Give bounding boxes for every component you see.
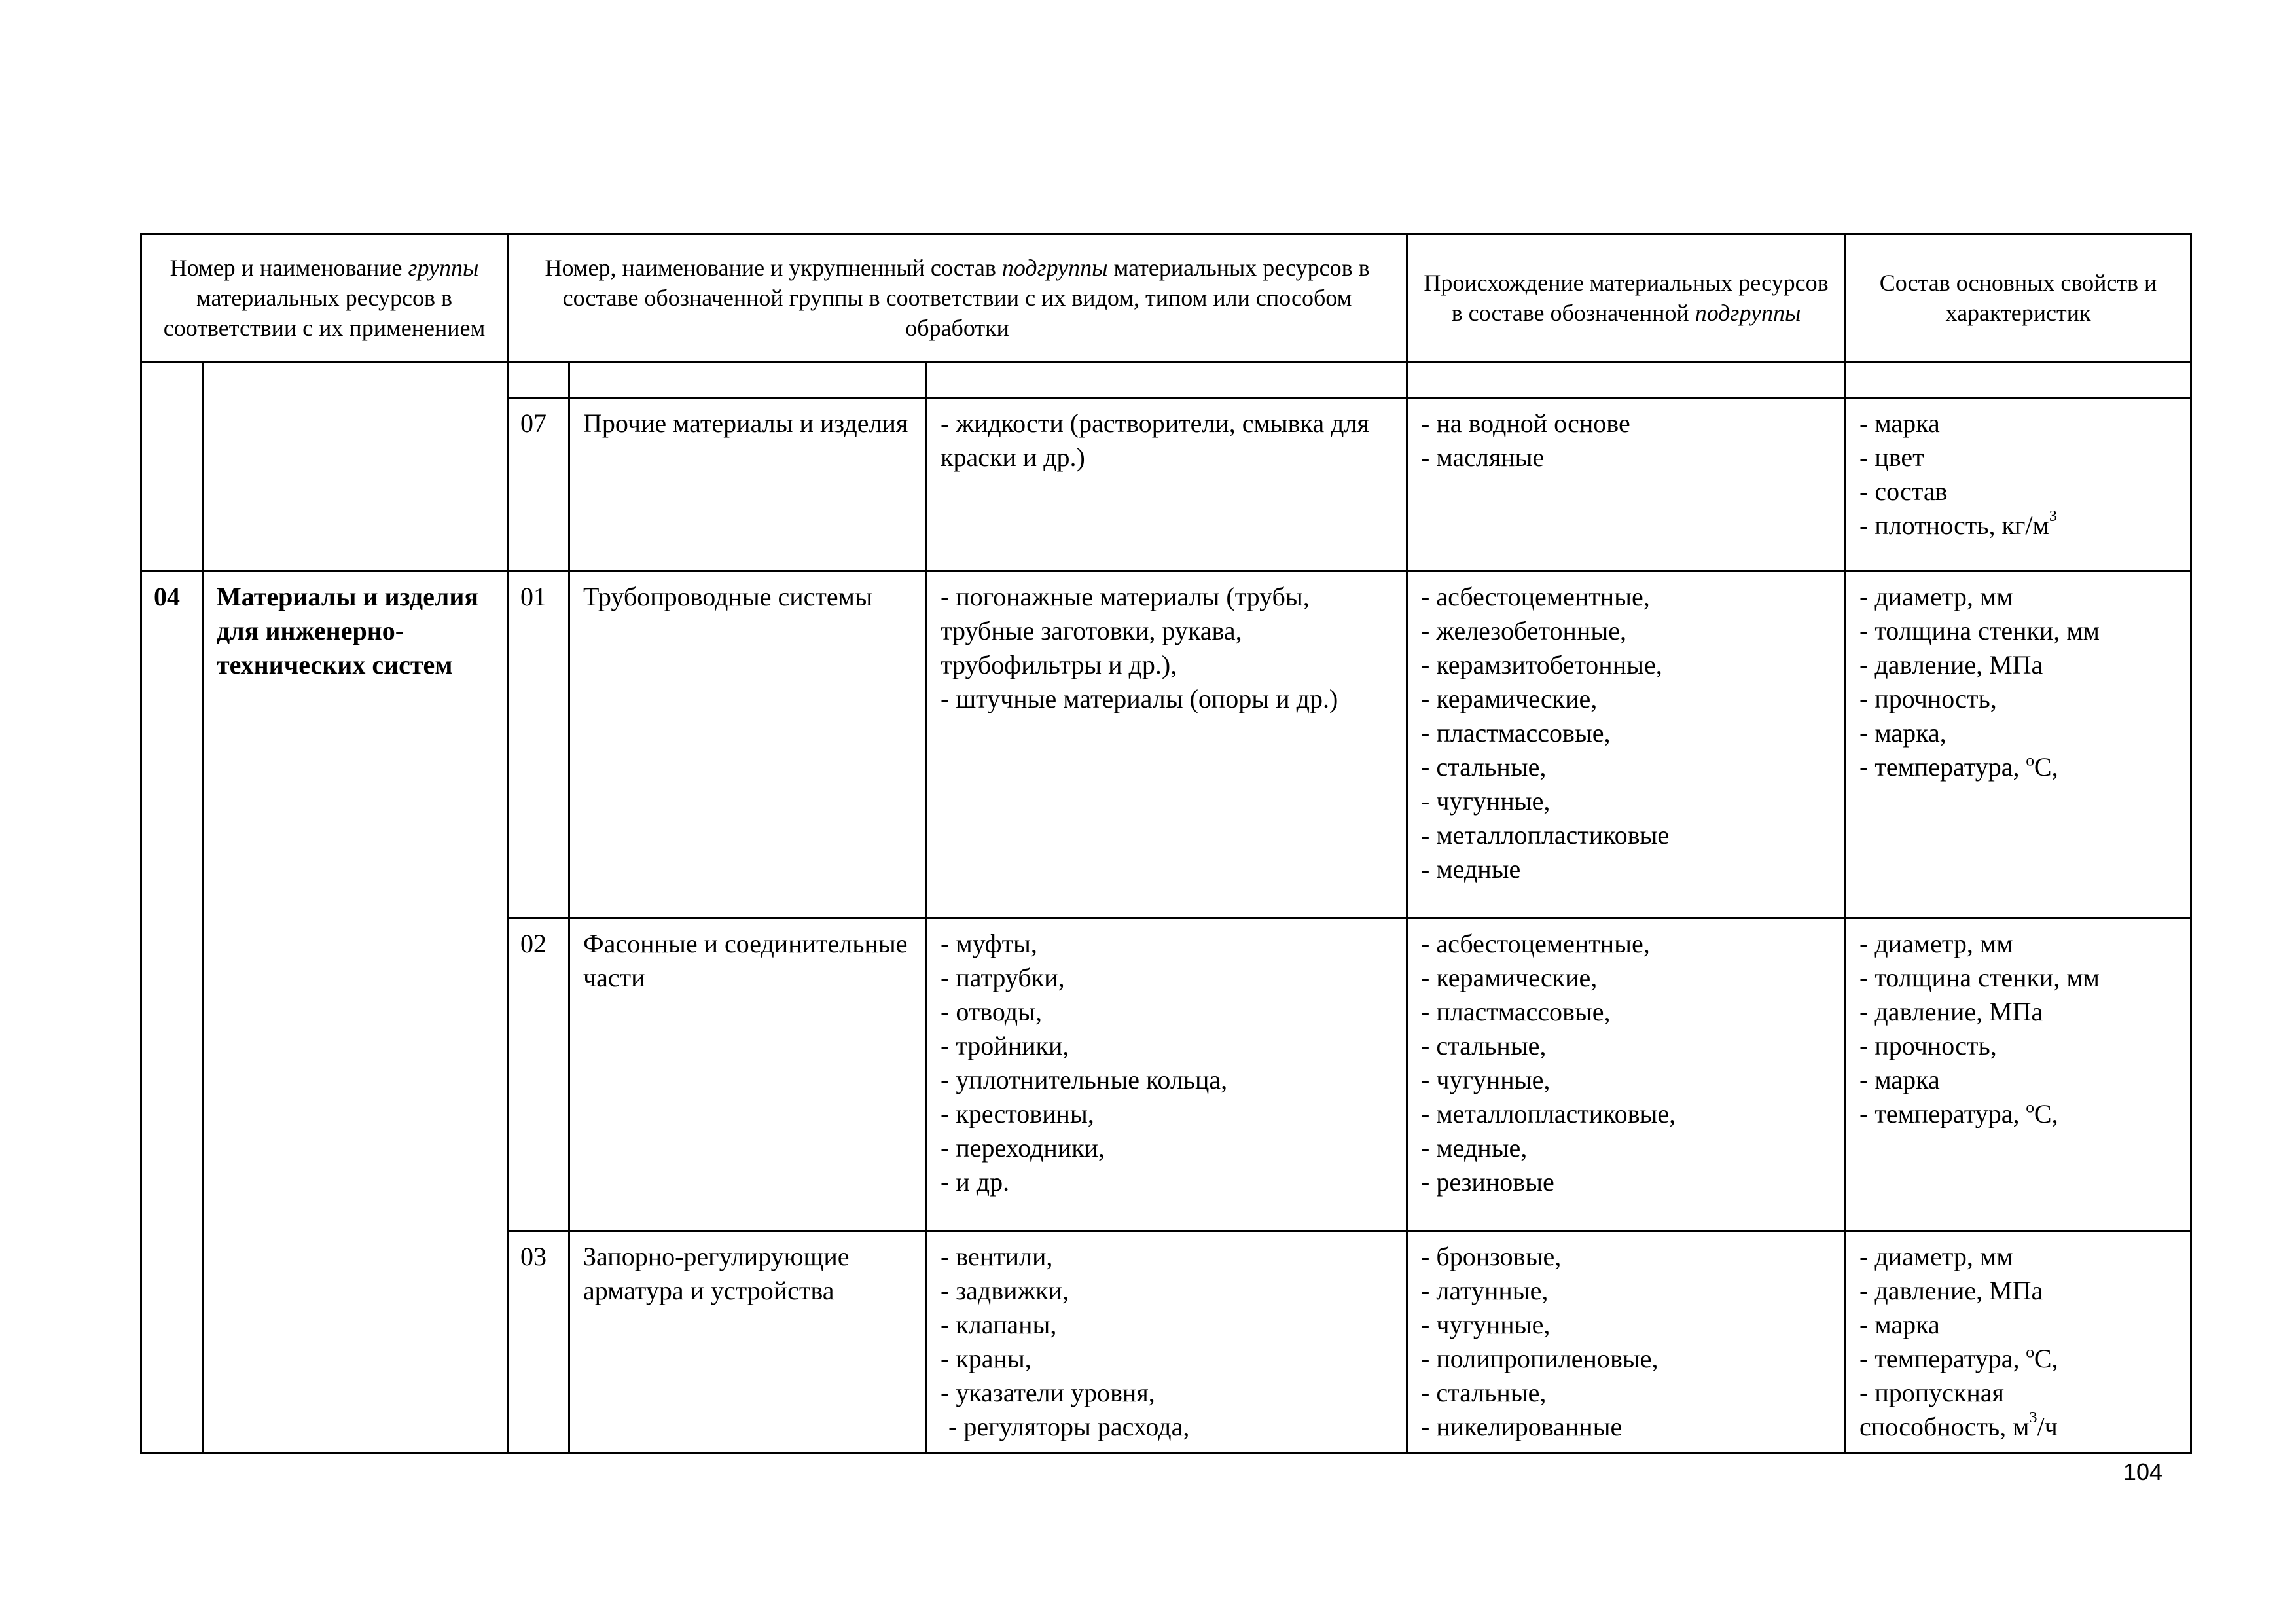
origin-item: - чугунные, (1421, 786, 1551, 816)
property-item: - марка (1859, 1065, 1940, 1094)
origin-item: - полипропиленовые, (1421, 1344, 1659, 1373)
subgroup-name: Прочие материалы и изделия (569, 398, 927, 571)
subgroup-composition (927, 1231, 1407, 1453)
subgroup-number: 03 (508, 1231, 569, 1453)
subgroup-origin (1407, 398, 1846, 571)
composition-item: - жидкости (растворители, смывка для краски и др.) (941, 408, 1369, 472)
materials-classification-table (140, 233, 2192, 1454)
subgroup-properties (1846, 1231, 2191, 1453)
property-item: - прочность, (1859, 1031, 1997, 1060)
origin-item: - резиновые (1421, 1167, 1554, 1197)
property-item: - диаметр, мм (1859, 1242, 2013, 1271)
property-item-capacity: способность, $м^3/ч$ (1859, 1409, 2058, 1441)
subgroup-origin (1407, 1231, 1846, 1453)
origin-item: - на водной основе (1421, 408, 1630, 438)
subgroup-name: Запорно-регулирующие арматура и устройства (569, 1231, 927, 1453)
subgroup-number: 01 (508, 571, 569, 918)
composition-item: - погонажные материалы (трубы, трубные заготовки, рукава, трубофильтры и др.), (941, 582, 1310, 679)
property-item: - диаметр, мм (1859, 582, 2013, 611)
origin-item: - медные, (1421, 1133, 1528, 1163)
origin-item: - чугунные, (1421, 1310, 1551, 1339)
composition-item: - клапаны, (941, 1310, 1057, 1339)
origin-item: - чугунные, (1421, 1065, 1551, 1094)
header-group-column: Номер и наименование группы материальных ресурсов в соответствии с их применением (141, 234, 508, 362)
composition-item: - муфты, (941, 929, 1037, 958)
property-item: - марка (1859, 1310, 1940, 1339)
origin-item: - асбестоцементные, (1421, 929, 1650, 958)
subgroup-number: 02 (508, 918, 569, 1231)
empty-cell (927, 362, 1407, 398)
subgroup-composition (927, 571, 1407, 918)
property-item: - прочность, (1859, 684, 1997, 713)
property-item: - состав (1859, 477, 1948, 506)
property-item: - температура, ºС, (1859, 1344, 2058, 1373)
property-item: - цвет (1859, 442, 1924, 472)
group-number: 04 (141, 571, 203, 1453)
subgroup-number: 07 (508, 398, 569, 571)
composition-item: - регуляторы расхода, (948, 1412, 1190, 1441)
origin-item: - асбестоцементные, (1421, 582, 1650, 611)
property-item: - температура, ºС, (1859, 1099, 2058, 1128)
composition-item: - задвижки, (941, 1276, 1069, 1305)
property-item: - толщина стенки, мм (1859, 616, 2100, 645)
composition-item: - уплотнительные кольца, (941, 1065, 1228, 1094)
subgroup-properties (1846, 398, 2191, 571)
property-item: - толщина стенки, мм (1859, 963, 2100, 992)
composition-item: - отводы, (941, 997, 1042, 1026)
origin-item: - латунные, (1421, 1276, 1549, 1305)
origin-item: - бронзовые, (1421, 1242, 1562, 1271)
property-item: - марка, (1859, 718, 1946, 748)
table-spacer-row (141, 362, 2191, 398)
table-row (141, 571, 2191, 918)
page-number: 104 (2123, 1458, 2162, 1485)
property-item: - давление, МПа (1859, 650, 2043, 679)
empty-cell (1407, 362, 1846, 398)
origin-item: - металлопластиковые, (1421, 1099, 1676, 1128)
header-origin-column: Происхождение материальных ресурсов в составе обозначенной подгруппы (1407, 234, 1846, 362)
origin-item: - керамические, (1421, 684, 1598, 713)
origin-item: - пластмассовые, (1421, 718, 1611, 748)
origin-item: - керамзитобетонные, (1421, 650, 1662, 679)
subgroup-origin (1407, 918, 1846, 1231)
origin-item: - металлопластиковые (1421, 820, 1670, 850)
composition-item: - переходники, (941, 1133, 1105, 1163)
header-subgroup-column: Номер, наименование и укрупненный состав подгруппы материальных ресурсов в составе обозначенной группы в соответствии с их видом, типом или способом обработки (508, 234, 1407, 362)
origin-item: - стальные, (1421, 1031, 1547, 1060)
property-item: - давление, МПа (1859, 1276, 2043, 1305)
origin-item: - стальные, (1421, 752, 1547, 782)
subgroup-properties (1846, 571, 2191, 918)
group-name: Материалы и изделия для инженерно-технических систем (203, 571, 508, 1453)
property-item: - давление, МПа (1859, 997, 2043, 1026)
origin-item: - масляные (1421, 442, 1545, 472)
subgroup-name: Фасонные и соединительные части (569, 918, 927, 1231)
origin-item: - железобетонные, (1421, 616, 1626, 645)
subgroup-properties (1846, 918, 2191, 1231)
composition-item: - тройники, (941, 1031, 1069, 1060)
subgroup-composition (927, 918, 1407, 1231)
origin-item: - стальные, (1421, 1378, 1547, 1407)
composition-item: - вентили, (941, 1242, 1053, 1271)
composition-item: - и др. (941, 1167, 1010, 1197)
property-item: - пропускная (1859, 1378, 2004, 1407)
empty-cell (569, 362, 927, 398)
empty-cell (1846, 362, 2191, 398)
origin-item: - пластмассовые, (1421, 997, 1611, 1026)
table-header-row (141, 234, 2191, 362)
empty-cell (508, 362, 569, 398)
composition-item: - штучные материалы (опоры и др.) (941, 684, 1338, 713)
property-item-density: - плотность, $кг/м^3$ (1859, 508, 2057, 540)
subgroup-name: Трубопроводные системы (569, 571, 927, 918)
composition-item: - краны, (941, 1344, 1031, 1373)
property-item: - марка (1859, 408, 1940, 438)
subgroup-origin (1407, 571, 1846, 918)
empty-group-name-cell (203, 362, 508, 571)
composition-item: - крестовины, (941, 1099, 1094, 1128)
property-item: - температура, ºС, (1859, 752, 2058, 782)
origin-item: - медные (1421, 854, 1521, 884)
origin-item: - никелированные (1421, 1412, 1623, 1441)
composition-item: - патрубки, (941, 963, 1065, 992)
origin-item: - керамические, (1421, 963, 1598, 992)
subgroup-composition (927, 398, 1407, 571)
header-properties-column: Состав основных свойств и характеристик (1846, 234, 2191, 362)
empty-group-number-cell (141, 362, 203, 571)
composition-item: - указатели уровня, (941, 1378, 1155, 1407)
property-item: - диаметр, мм (1859, 929, 2013, 958)
